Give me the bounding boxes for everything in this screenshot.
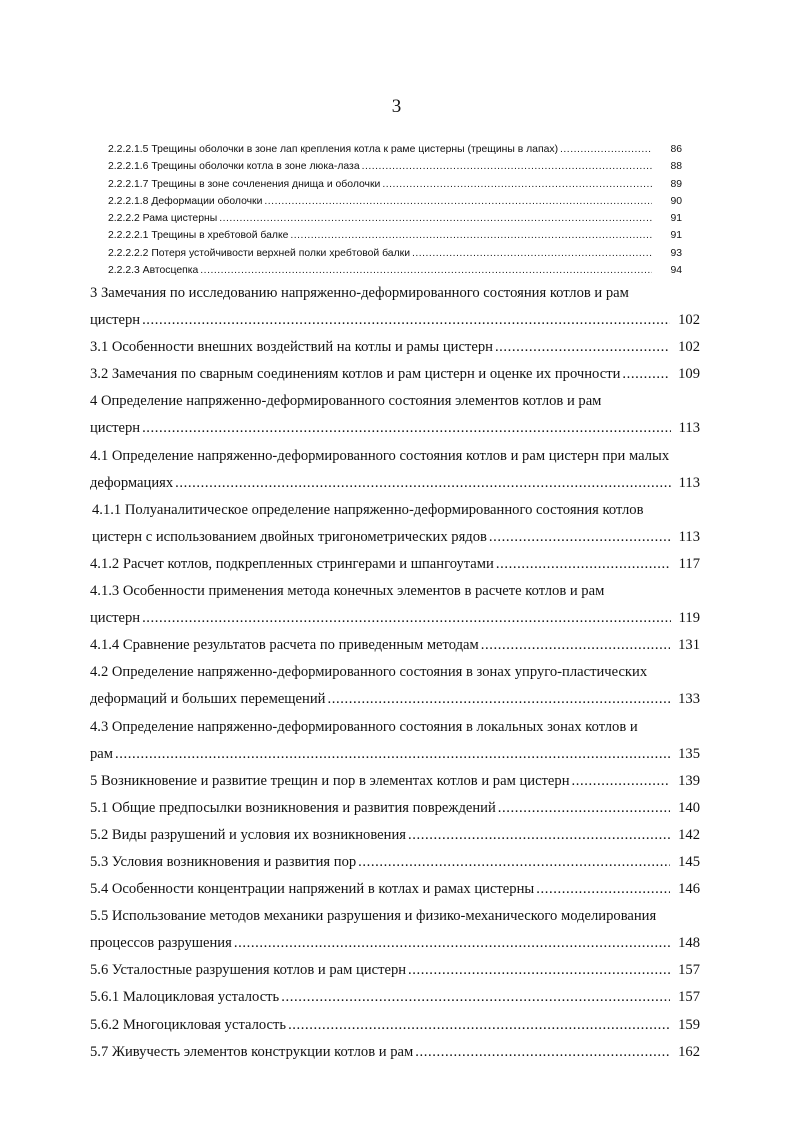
toc-entry [90, 361, 700, 388]
toc-entry [90, 1039, 700, 1066]
toc-entry [90, 497, 700, 551]
toc-entry-page: 102 [678, 312, 700, 329]
toc-entry-page: 142 [678, 826, 700, 843]
toc-entry-title: 2.2.2.2 Рама цистерны [108, 213, 218, 225]
toc-entry-title: 3.1 Особенности внешних воздействий на котлы и рамы цистерн [90, 339, 493, 356]
dot-leader [408, 957, 670, 984]
toc-subsection-list [108, 144, 682, 282]
toc-entry-title: 2.2.2.3 Автосцепка [108, 265, 199, 277]
toc-entry [108, 230, 682, 247]
toc-entry-page: 93 [670, 247, 682, 259]
dot-leader [281, 984, 670, 1011]
toc-entry-title: 5.7 Живучесть элементов конструкции котлов и рам [90, 1043, 414, 1060]
toc-entry-title: цистерн с использованием двойных тригонометрических рядов [92, 528, 487, 545]
toc-entry-title: цистерн [90, 312, 141, 329]
toc-entry-title: деформациях [90, 474, 174, 491]
toc-entry [90, 388, 700, 442]
toc-entry-title: 4.1.4 Сравнение результатов расчета по приведенным методам [90, 637, 479, 654]
toc-entry-title: 2.2.2.1.8 Деформации оболочки [108, 195, 263, 207]
dot-leader [288, 1012, 670, 1039]
toc-entry-title: 4.1.2 Расчет котлов, подкрепленных стрингерами и шпангоутами [90, 555, 494, 572]
toc-entry-title: 2.2.2.2.2 Потеря устойчивости верхней полки хребтовой балки [108, 247, 410, 259]
toc-entry-page: 133 [678, 691, 700, 708]
toc-entry-page: 89 [670, 178, 682, 190]
dot-leader [572, 768, 671, 795]
toc-entry [90, 849, 700, 876]
toc-entry-title: цистерн [90, 610, 141, 627]
dot-leader [264, 196, 652, 207]
dot-leader [408, 822, 670, 849]
page-number: 3 [391, 96, 402, 117]
toc-entry-title: рам [90, 745, 114, 762]
dot-leader [622, 361, 670, 388]
toc-entry-page: 119 [678, 610, 700, 627]
toc-entry-page: 131 [678, 637, 700, 654]
toc-entry-title-line: 4.3 Определение напряженно-деформированного состояния в локальных зонах котлов и [90, 718, 638, 735]
toc-entry [108, 144, 682, 161]
toc-entry-title: деформаций и больших перемещений [90, 691, 326, 708]
toc-entry [90, 632, 700, 659]
toc-entry-title: 5.6.2 Многоцикловая усталость [90, 1016, 287, 1033]
toc-entry-title: 2.2.2.1.6 Трещины оболочки котла в зоне люка-лаза [108, 161, 360, 173]
toc-entry-title: процессов разрушения [90, 935, 232, 952]
toc-entry [90, 876, 700, 903]
toc-entry [108, 196, 682, 213]
dot-leader [498, 795, 670, 822]
toc-entry-title: 5.3 Условия возникновения и развития пор [90, 853, 357, 870]
toc-entry [90, 714, 700, 768]
dot-leader [234, 930, 670, 957]
dot-leader [496, 551, 671, 578]
toc-entry-page: 86 [670, 144, 682, 155]
toc-entry [90, 957, 700, 984]
toc-entry-title: 5 Возникновение и развитие трещин и пор в элементах котлов и рам цистерн [90, 772, 570, 789]
toc-entry [108, 213, 682, 230]
toc-entry [90, 768, 700, 795]
dot-leader [362, 161, 652, 172]
toc-entry-page: 159 [678, 1016, 700, 1033]
toc-entry-title: 5.4 Особенности концентрации напряжений в котлах и рамах цистерны [90, 881, 535, 898]
dot-leader [142, 307, 670, 334]
toc-entry-page: 88 [670, 161, 682, 173]
toc-entry-page: 91 [670, 230, 682, 242]
toc-entry [90, 443, 700, 497]
dot-leader [358, 849, 670, 876]
toc-entry-title-line: 5.5 Использование методов механики разрушения и физико-механического моделирования [90, 908, 657, 925]
toc-entry-page: 91 [670, 213, 682, 225]
toc-entry-page: 135 [678, 745, 700, 762]
dot-leader [415, 1039, 670, 1066]
toc-entry-title: 2.2.2.1.5 Трещины оболочки в зоне лап крепления котла к раме цистерны (трещины в лапах) [108, 144, 559, 155]
toc-entry [90, 822, 700, 849]
dot-leader [481, 632, 670, 659]
toc-entry-page: 102 [678, 339, 700, 356]
dot-leader [115, 741, 670, 768]
toc-entry [90, 551, 700, 578]
toc-entry-title: 2.2.2.2.1 Трещины в хребтовой балке [108, 230, 289, 242]
toc-entry-title-line: 4 Определение напряженно-деформированного состояния элементов котлов и рам [90, 393, 602, 410]
toc-entry-title: 5.6 Усталостные разрушения котлов и рам цистерн [90, 962, 407, 979]
toc-entry [90, 578, 700, 632]
dot-leader [219, 213, 652, 224]
toc-entry-title-line: 4.1.3 Особенности применения метода конечных элементов в расчете котлов и рам [90, 583, 605, 600]
dot-leader [536, 876, 670, 903]
toc-entry-page: 113 [678, 420, 700, 437]
dot-leader [495, 334, 670, 361]
dot-leader [412, 248, 652, 259]
toc-entry [90, 659, 700, 713]
toc-entry [90, 1012, 700, 1039]
toc-entry-page: 113 [678, 474, 700, 491]
toc-entry-title-line: 3 Замечания по исследованию напряженно-деформированного состояния котлов и рам [90, 285, 629, 301]
toc-entry-title: цистерн [90, 420, 141, 437]
dot-leader [142, 605, 671, 632]
toc-entry-page: 109 [678, 366, 700, 383]
dot-leader [175, 470, 670, 497]
toc-entry-page: 146 [678, 881, 700, 898]
toc-entry-page: 145 [678, 853, 700, 870]
toc-entry-page: 157 [678, 962, 700, 979]
toc-entry [90, 984, 700, 1011]
toc-entry-title: 3.2 Замечания по сварным соединениям котлов и рам цистерн и оценке их прочности [90, 366, 621, 383]
toc-entry [90, 795, 700, 822]
dot-leader [382, 179, 652, 190]
dot-leader [489, 524, 671, 551]
toc-entry-page: 117 [678, 555, 700, 572]
toc-entry-page: 140 [678, 799, 700, 816]
toc-entry [108, 248, 682, 265]
toc-entry [108, 179, 682, 196]
toc-entry-page: 90 [670, 195, 682, 207]
toc-entry-page: 113 [678, 528, 700, 545]
toc-entry [90, 334, 700, 361]
toc-entry-title: 5.1 Общие предпосылки возникновения и развития повреждений [90, 799, 496, 816]
toc-entry [90, 903, 700, 957]
toc-entry-title: 2.2.2.1.7 Трещины в зоне сочленения днища и оболочки [108, 178, 381, 190]
dot-leader [560, 144, 652, 155]
dot-leader [327, 686, 670, 713]
toc-entry-page: 94 [670, 265, 682, 277]
toc-entry-title-line: 4.2 Определение напряженно-деформированного состояния в зонах упруго-пластических [90, 664, 648, 681]
toc-entry [90, 280, 700, 334]
toc-entry-title-line: 4.1.1 Полуаналитическое определение напряженно-деформированного состояния котлов [92, 501, 644, 518]
toc-entry [108, 161, 682, 178]
dot-leader [142, 415, 671, 442]
dot-leader [200, 265, 652, 276]
toc-main-list [90, 280, 700, 1066]
dot-leader [290, 230, 652, 241]
toc-entry-title-line: 4.1 Определение напряженно-деформированного состояния котлов и рам цистерн при малых [90, 447, 670, 464]
toc-entry-page: 148 [678, 935, 700, 952]
toc-entry-page: 139 [678, 772, 700, 789]
toc-entry-title: 5.2 Виды разрушений и условия их возникновения [90, 826, 406, 843]
toc-entry-page: 162 [678, 1043, 700, 1060]
toc-entry-page: 157 [678, 989, 700, 1006]
toc-entry-title: 5.6.1 Малоцикловая усталость [90, 989, 280, 1006]
